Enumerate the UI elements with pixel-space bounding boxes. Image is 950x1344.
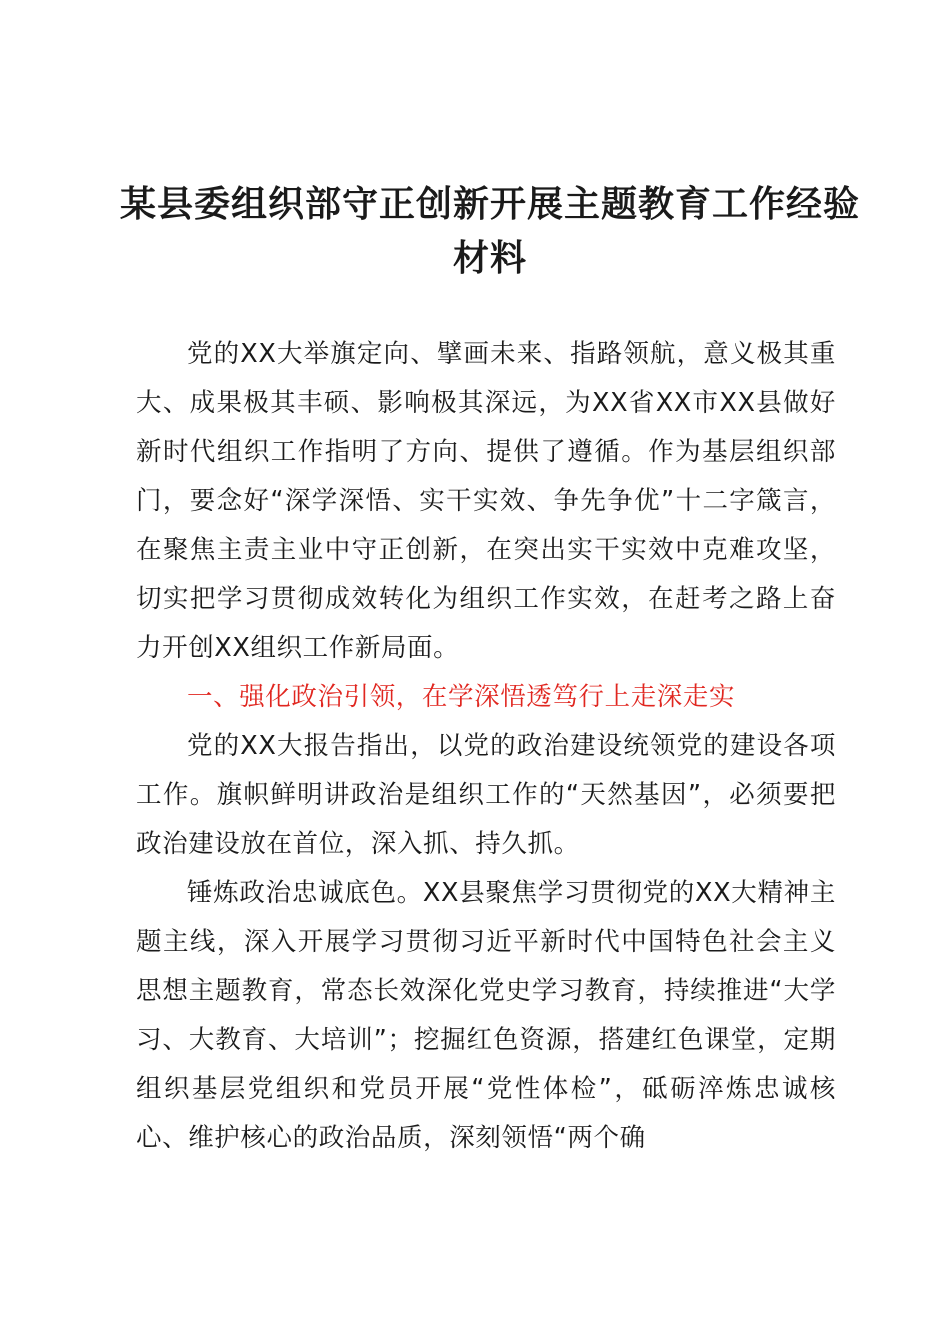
section-1-paragraph-2: 锤炼政治忠诚底色。XX县聚焦学习贯彻党的XX大精神主题主线，深入开展学习贯彻习近平新时代中国特色社会主义思想主题教育，常态长效深化党史学习教育，持续推进“大学习、大教育、大培训”；挖掘红色资源，搭建红色课堂，定期组织基层党组织和党员开展“党性体检”，砥砺淬炼忠诚核心、维护核心的政治品质，深刻领悟“两个确 xyxy=(136,878,836,1153)
document-body xyxy=(136,330,836,1163)
intro-paragraph: 党的XX大举旗定向、擘画未来、指路领航，意义极其重大、成果极其丰硕、影响极其深远，为XX省XX市XX县做好新时代组织工作指明了方向、提供了遵循。作为基层组织部门，要念好“深学深悟、实干实效、争先争优”十二字箴言，在聚焦主责主业中守正创新，在突出实干实效中克难攻坚，切实把学习贯彻成效转化为组织工作实效，在赶考之路上奋力开创XX组织工作新局面。 xyxy=(136,339,836,663)
section-1-paragraph-1: 党的XX大报告指出，以党的政治建设统领党的建设各项工作。旗帜鲜明讲政治是组织工作的“天然基因”，必须要把政治建设放在首位，深入抓、持久抓。 xyxy=(136,731,836,859)
document-title: 某县委组织部守正创新开展主题教育工作经验材料 xyxy=(120,184,861,279)
section-heading-1: 一、强化政治引领，在学深悟透笃行上走深走实 xyxy=(187,682,736,712)
